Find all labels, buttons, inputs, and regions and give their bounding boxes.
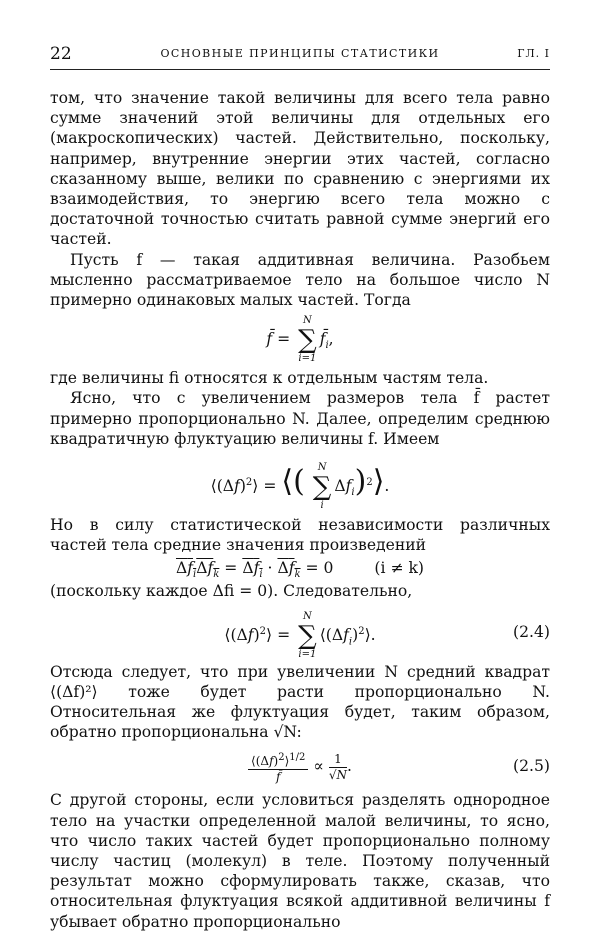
- sum-symbol: N ∑ i=1: [298, 315, 317, 365]
- header-rule: [50, 69, 550, 70]
- paragraph-1: том, что значение такой величины для всего тела равно сумме значений этой величины для отдельных его (макроскопических) частей. Действительно, поскольку, например, внутренние энергии этих частей, согласно сказанному выше, велики по сравнению с энергиями их взаимодействия, то энергию всего тела можно с достаточной точностью считать равной сумме энергий его частей.: [50, 89, 550, 249]
- body-text: [50, 88, 550, 932]
- paragraph-4: Ясно, что с увеличением размеров тела f̄ растет примерно пропорционально N. Далее, определим среднюю квадратичную флуктуацию величины f. Имеем: [50, 389, 550, 448]
- sum-symbol: N ∑ i=1: [298, 610, 317, 660]
- page-number: 22: [50, 44, 72, 64]
- paragraph-8: С другой стороны, если условиться разделять однородное тело на участки определенной малой величины, то ясно, что число таких частей будет пропорционально полному числу частиц (молекул) в теле. Поэтому полученный результат можно сформулировать также, сказав, что относительная флуктуация всякой аддитивной величины f убывает обратно пропорционально: [50, 791, 550, 931]
- running-title: ОСНОВНЫЕ ПРИНЦИПЫ СТАТИСТИКИ: [160, 47, 440, 60]
- equation-number-2-5: (2.5): [513, 757, 550, 776]
- paragraph-2: Пусть f — такая аддитивная величина. Разобьем мысленно рассматриваемое тело на большое число N примерно одинаковых малых частей. Тогда: [50, 250, 550, 310]
- equation-2-5: $\frac{⟨(\Delta f)^2⟩^{1/2}}{f̄}$ ∝ $\frac{1}{√N}$ . (2.5): [50, 742, 550, 790]
- sum-symbol: N ∑ i: [312, 462, 332, 512]
- equation-number-2-4: (2.4): [513, 622, 550, 641]
- equation-independence: $\Delta f_i\Delta f_k = \Delta f_i \cdot \Delta f_k = 0$ (i ≠ k): [175, 559, 425, 581]
- equation-mean-square: $⟨(\Delta f)^2⟩$ = ⟨( N ∑ i $\Delta f_i)^2⟩$.: [210, 462, 390, 512]
- paragraph-5: Но в силу статистической независимости различных частей тела средние значения произведений: [50, 516, 550, 555]
- chapter-label: ГЛ. I: [517, 47, 550, 60]
- equation-sum-f: f̄ = N ∑ i=1 $f̄_i$,: [266, 315, 334, 365]
- paragraph-6: (поскольку каждое Δfi = 0). Следовательно,: [50, 582, 413, 601]
- paragraph-3: где величины fi относятся к отдельным частям тела.: [50, 369, 489, 388]
- equation-2-4: $⟨(\Delta f)^2⟩$ = N ∑ i=1 $⟨(\Delta f_i)^2⟩$. (2.4): [50, 602, 550, 662]
- page-header: [50, 44, 550, 64]
- page: [50, 44, 550, 931]
- paragraph-7: Отсюда следует, что при увеличении N средний квадрат ⟨(Δf)²⟩ тоже будет расти пропорционально N. Относительная же флуктуация будет, таким образом, обратно пропорциональна √N:: [50, 662, 550, 742]
